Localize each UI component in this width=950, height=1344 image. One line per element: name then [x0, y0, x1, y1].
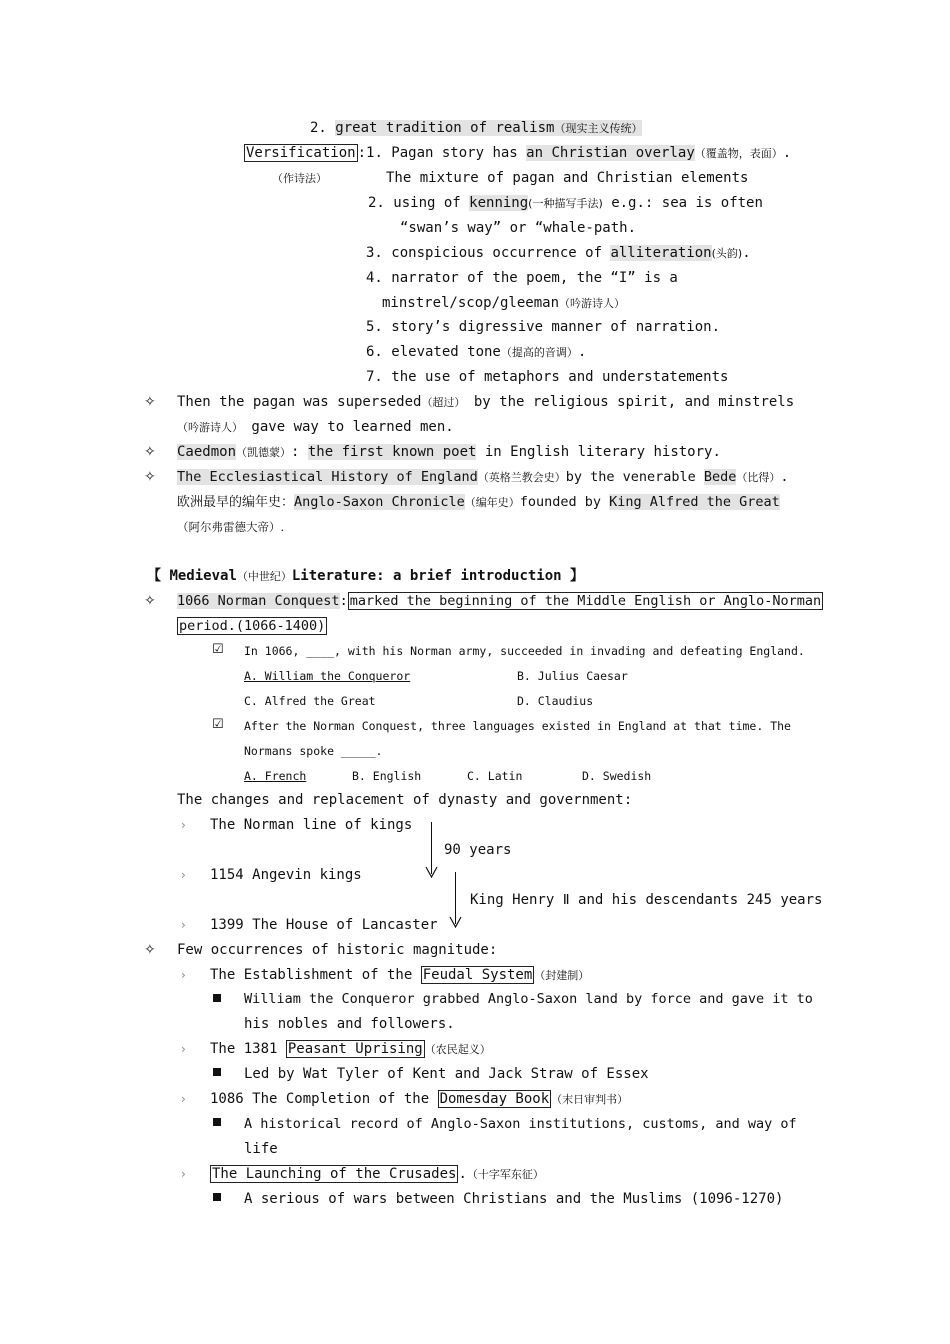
event-feudal-detail: William the Conqueror grabbed Anglo-Saxon land by force and gave it to: [244, 991, 813, 1007]
diamond-bullet-icon: ✧: [144, 444, 156, 460]
checkbox-icon: ☑: [212, 717, 224, 732]
diamond-bullet-icon: ✧: [144, 394, 156, 410]
q1-option-b: B. Julius Caesar: [517, 669, 628, 683]
bede-line-3: （阿尔弗雷德大帝）.: [177, 520, 285, 534]
bede-line-1: The Ecclesiastical History of England（英格兰教会史）by the venerable Bede（比得）.: [177, 469, 789, 485]
pagan-line-2: （吟游诗人） gave way to learned men.: [177, 419, 454, 435]
gap-90-years: 90 years: [444, 842, 512, 858]
bede-line-2: 欧洲最早的编年史：Anglo-Saxon Chronicle（编年史）founded by King Alfred the Great: [177, 494, 780, 510]
event-peasant: The 1381 Peasant Uprising （农民起义）: [210, 1041, 491, 1057]
versification-item-2: 2. using of kenning(一种描写手法) e.g.: sea is often: [368, 195, 763, 211]
versification-item-2b: “swan’s way” or “whale-path.: [400, 220, 637, 236]
question-2: After the Norman Conquest, three languages existed in England at that time. The: [244, 719, 791, 733]
chevron-right-icon: ›: [181, 818, 186, 832]
q2-option-a: A. French: [244, 769, 307, 783]
chevron-right-icon: ›: [181, 1092, 186, 1106]
square-bullet-icon: [213, 1068, 221, 1076]
versification-line: Versification :1. Pagan story has an Christian overlay（覆盖物，表面）.: [246, 145, 792, 161]
versification-item-3: 3. conspicious occurrence of alliteration(头韵).: [366, 245, 751, 261]
q1-option-c: C. Alfred the Great: [244, 694, 376, 708]
versification-item-7: 7. the use of metaphors and understatements: [366, 369, 729, 385]
q1-option-a: A. William the Conqueror: [244, 669, 411, 683]
dynasty-angevin: 1154 Angevin kings: [210, 867, 362, 883]
diamond-bullet-icon: ✧: [144, 469, 156, 485]
chevron-right-icon: ›: [181, 968, 186, 982]
q1-option-d: D. Claudius: [517, 694, 594, 708]
conquest-line-1: 1066 Norman Conquest: marked the beginning of the Middle English or Anglo-Norman: [177, 593, 822, 609]
chevron-right-icon: ›: [181, 868, 186, 882]
event-crusades-detail: A serious of wars between Christians and the Muslims (1096-1270): [244, 1191, 784, 1207]
dynasty-lancaster: 1399 The House of Lancaster: [210, 917, 438, 933]
versification-label-cn: （作诗法）: [272, 172, 327, 185]
event-crusades: The Launching of the Crusades .（十字军东征）: [212, 1166, 544, 1182]
square-bullet-icon: [213, 1118, 221, 1126]
section-heading: 【 Medieval（中世纪）Literature: a brief introduction 】: [147, 568, 585, 584]
versification-item-5: 5. story’s digressive manner of narration.: [366, 319, 721, 335]
question-1: In 1066, ____, with his Norman army, succeeded in invading and defeating England.: [244, 644, 805, 658]
event-domesday-detail: A historical record of Anglo-Saxon institutions, customs, and way of: [244, 1116, 797, 1132]
q2-option-b: B. English: [352, 769, 422, 783]
few-occurrences: Few occurrences of historic magnitude:: [177, 942, 498, 958]
arrow-down-icon: [425, 866, 438, 878]
square-bullet-icon: [213, 1193, 221, 1201]
versification-label: Versification: [246, 145, 356, 161]
arrow-down-icon: [449, 916, 462, 928]
versification-item-6: 6. elevated tone（提高的音调）.: [366, 344, 587, 360]
versification-item-1b: The mixture of pagan and Christian elements: [386, 170, 749, 186]
diamond-bullet-icon: ✧: [144, 942, 156, 958]
event-domesday-detail-2: life: [244, 1141, 278, 1157]
gap-245-years: King Henry Ⅱ and his descendants 245 years: [470, 892, 823, 908]
checkbox-icon: ☑: [212, 642, 224, 657]
event-peasant-detail: Led by Wat Tyler of Kent and Jack Straw of Essex: [244, 1066, 649, 1082]
question-2b: Normans spoke _____.: [244, 744, 383, 758]
chevron-right-icon: ›: [181, 1167, 186, 1181]
diamond-bullet-icon: ✧: [144, 593, 156, 609]
dynasty-norman: The Norman line of kings: [210, 817, 413, 833]
realism-line: 2. great tradition of realism（现实主义传统）: [310, 120, 643, 136]
chevron-right-icon: ›: [181, 1042, 186, 1056]
chevron-right-icon: ›: [181, 918, 186, 932]
caedmon-line: Caedmon（凯德蒙）: the first known poet in English literary history.: [177, 444, 721, 460]
changes-line: The changes and replacement of dynasty and government:: [177, 792, 633, 808]
square-bullet-icon: [213, 994, 221, 1002]
event-feudal-detail-2: his nobles and followers.: [244, 1016, 455, 1032]
event-domesday: 1086 The Completion of the Domesday Book （末日审判书）: [210, 1091, 629, 1107]
conquest-line-2: period.(1066-1400): [179, 618, 326, 634]
event-feudal: The Establishment of the Feudal System （封建制）: [210, 967, 590, 983]
pagan-line-1: Then the pagan was superseded（超过） by the religious spirit, and minstrels: [177, 394, 795, 410]
realism-highlight: great tradition of realism（现实主义传统）: [335, 120, 643, 136]
versification-item-4: 4. narrator of the poem, the “I” is a: [366, 270, 678, 286]
q2-option-c: C. Latin: [467, 769, 523, 783]
versification-item-4b: minstrel/scop/gleeman（吟游诗人）: [382, 295, 626, 311]
q2-option-d: D. Swedish: [582, 769, 652, 783]
